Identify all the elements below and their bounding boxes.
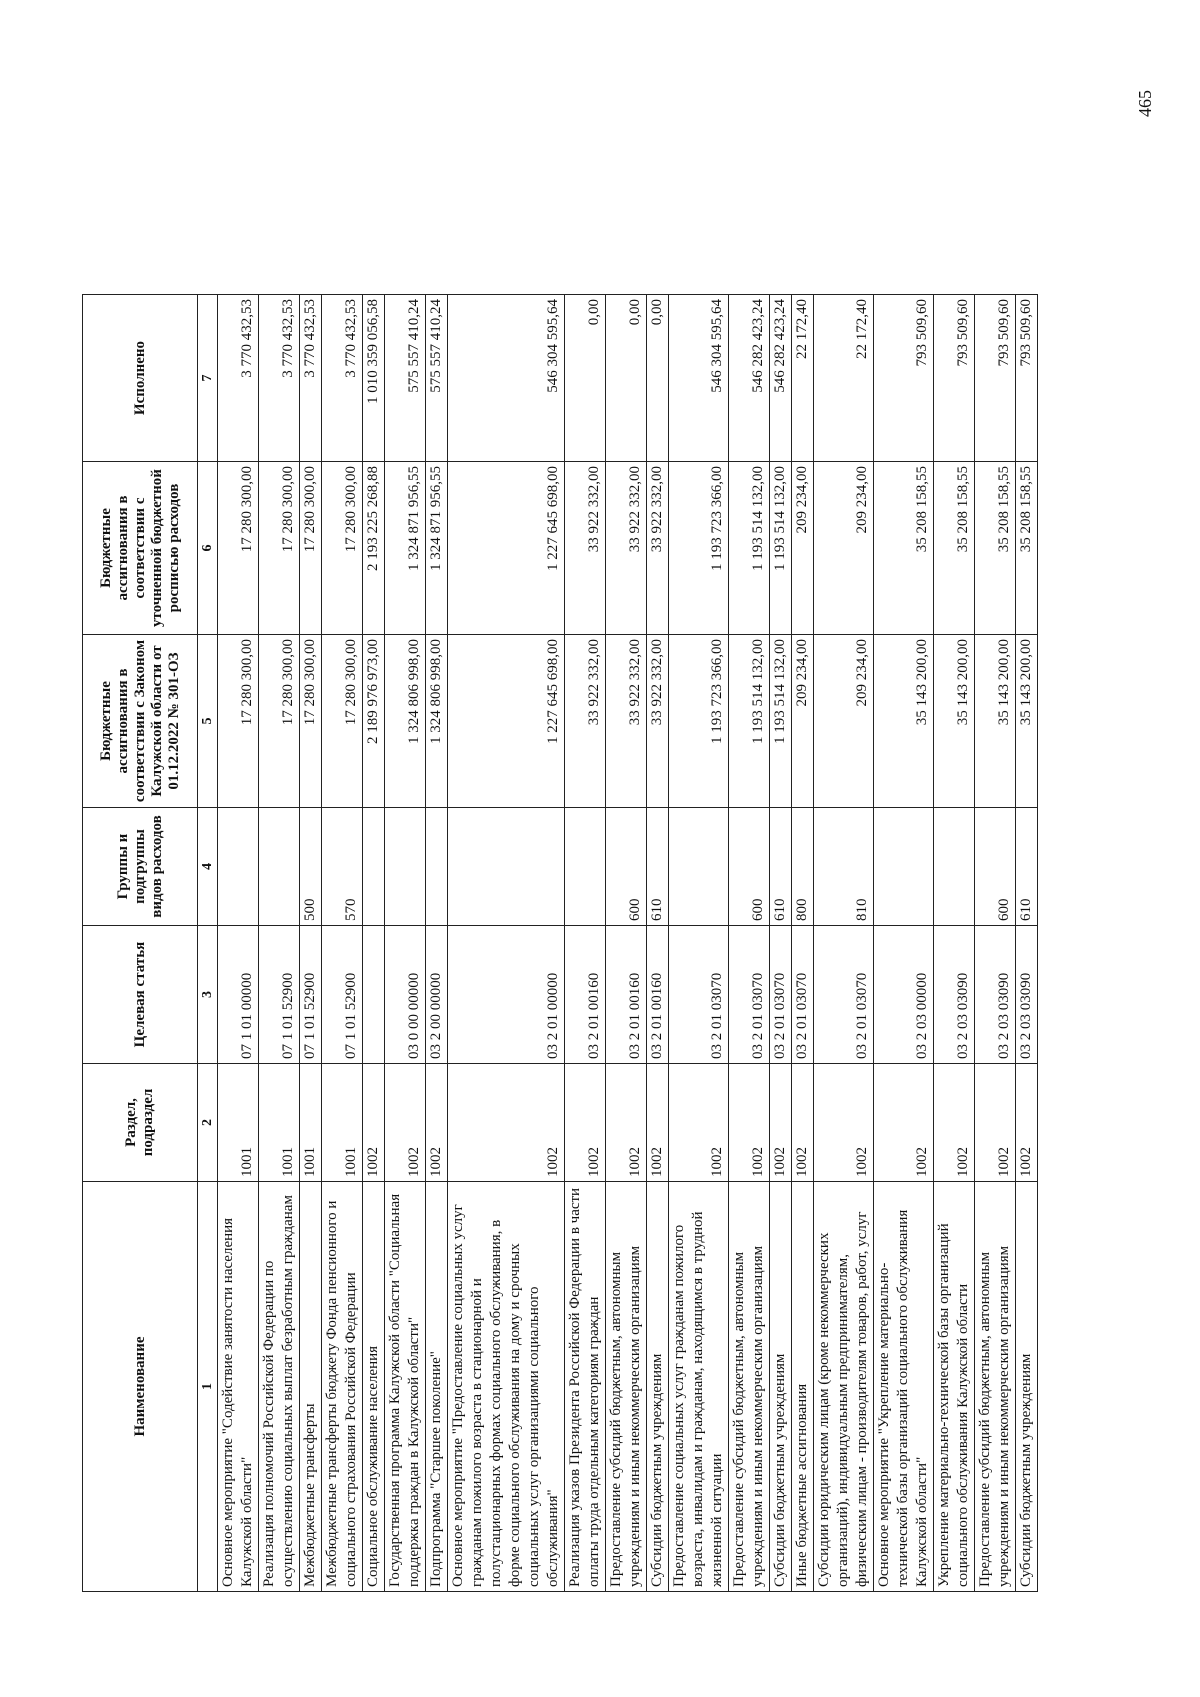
cell-section: 1002 xyxy=(729,1064,770,1182)
rotated-page xyxy=(0,90,1200,1697)
cell-refined-amount: 33 922 332,00 xyxy=(647,462,669,635)
cell-group xyxy=(669,808,729,926)
cell-name: Основное мероприятие "Укрепление материально-технической базы организаций социального обслуживания Калужской области" xyxy=(874,1182,934,1592)
cell-executed-amount: 546 282 423,24 xyxy=(729,295,770,462)
column-number: 5 xyxy=(198,635,218,808)
cell-section: 1002 xyxy=(385,1064,426,1182)
cell-executed-amount: 22 172,40 xyxy=(792,295,814,462)
cell-executed-amount: 575 557 410,24 xyxy=(426,295,448,462)
cell-article: 03 2 03 00000 xyxy=(874,926,934,1064)
table-row xyxy=(322,295,363,1592)
table-row xyxy=(975,295,1016,1592)
column-header-law: Бюджетные ассигнования в соответствии с Законом Калужской области от 01.12.2022 № 301-ОЗ xyxy=(83,635,198,808)
cell-section: 1002 xyxy=(426,1064,448,1182)
cell-section: 1001 xyxy=(322,1064,363,1182)
cell-name: Субсидии бюджетным учреждениям xyxy=(1016,1182,1038,1592)
cell-article: 03 2 01 00160 xyxy=(606,926,647,1064)
cell-law-amount: 1 324 806 998,00 xyxy=(426,635,448,808)
cell-law-amount: 209 234,00 xyxy=(792,635,814,808)
table-body xyxy=(218,295,1038,1592)
column-number: 6 xyxy=(198,462,218,635)
cell-law-amount: 1 193 723 366,00 xyxy=(669,635,729,808)
cell-group xyxy=(934,808,975,926)
cell-law-amount: 33 922 332,00 xyxy=(647,635,669,808)
table-row xyxy=(814,295,874,1592)
cell-name: Социальное обслуживание населения xyxy=(363,1182,385,1592)
cell-executed-amount: 3 770 432,53 xyxy=(300,295,322,462)
cell-name: Межбюджетные трансферты бюджету Фонда пенсионного и социального страхования Российской Федерации xyxy=(322,1182,363,1592)
cell-section: 1002 xyxy=(363,1064,385,1182)
table-row xyxy=(1016,295,1038,1592)
cell-name: Реализация указов Президента Российской Федерации в части оплаты труда отдельным категориям граждан xyxy=(565,1182,606,1592)
cell-refined-amount: 17 280 300,00 xyxy=(218,462,259,635)
cell-name: Основное мероприятие "Предоставление социальных услуг гражданам пожилого возраста в стационарной и полустационарных формах социального обслуживания, в форме социального обслуживания на дому и срочных социальных услуг организациями социального обслуживания" xyxy=(448,1182,565,1592)
cell-law-amount: 33 922 332,00 xyxy=(565,635,606,808)
cell-name: Субсидии юридическим лицам (кроме некоммерческих организаций), индивидуальным предпринимателям, физическим лицам - производителям товаров, работ, услуг xyxy=(814,1182,874,1592)
cell-section: 1001 xyxy=(259,1064,300,1182)
cell-group xyxy=(565,808,606,926)
cell-executed-amount: 0,00 xyxy=(647,295,669,462)
cell-refined-amount: 35 208 158,55 xyxy=(975,462,1016,635)
table-row xyxy=(300,295,322,1592)
cell-name: Межбюджетные трансферты xyxy=(300,1182,322,1592)
table-row xyxy=(448,295,565,1592)
column-header-name: Наименование xyxy=(83,1182,198,1592)
header-row xyxy=(83,295,198,1592)
cell-executed-amount: 546 282 423,24 xyxy=(770,295,792,462)
cell-group: 500 xyxy=(300,808,322,926)
cell-article xyxy=(363,926,385,1064)
column-header-section: Раздел, подраздел xyxy=(83,1064,198,1182)
cell-law-amount: 1 324 806 998,00 xyxy=(385,635,426,808)
cell-law-amount: 35 143 200,00 xyxy=(934,635,975,808)
column-number: 1 xyxy=(198,1182,218,1592)
cell-law-amount: 1 193 514 132,00 xyxy=(770,635,792,808)
cell-executed-amount: 0,00 xyxy=(606,295,647,462)
column-number: 3 xyxy=(198,926,218,1064)
column-header-refined: Бюджетные ассигнования в соответствии с уточненной бюджетной росписью расходов xyxy=(83,462,198,635)
cell-group: 600 xyxy=(975,808,1016,926)
cell-name: Иные бюджетные ассигнования xyxy=(792,1182,814,1592)
cell-name: Предоставление субсидий бюджетным, автономным учреждениям и иным некоммерческим организациям xyxy=(729,1182,770,1592)
cell-section: 1002 xyxy=(792,1064,814,1182)
cell-name: Государственная программа Калужской области "Социальная поддержка граждан в Калужской области" xyxy=(385,1182,426,1592)
cell-group: 610 xyxy=(647,808,669,926)
cell-executed-amount: 546 304 595,64 xyxy=(448,295,565,462)
table-row xyxy=(647,295,669,1592)
cell-group xyxy=(259,808,300,926)
cell-executed-amount: 575 557 410,24 xyxy=(385,295,426,462)
cell-group: 600 xyxy=(606,808,647,926)
cell-refined-amount: 209 234,00 xyxy=(792,462,814,635)
cell-executed-amount: 793 509,60 xyxy=(975,295,1016,462)
cell-group xyxy=(363,808,385,926)
cell-group: 600 xyxy=(729,808,770,926)
cell-executed-amount: 3 770 432,53 xyxy=(259,295,300,462)
cell-section: 1002 xyxy=(565,1064,606,1182)
table-row xyxy=(874,295,934,1592)
column-number-row xyxy=(198,295,218,1592)
cell-name: Подпрограмма "Старшее поколение" xyxy=(426,1182,448,1592)
column-header-executed: Исполнено xyxy=(83,295,198,462)
cell-executed-amount: 546 304 595,64 xyxy=(669,295,729,462)
cell-group: 610 xyxy=(770,808,792,926)
table-row xyxy=(363,295,385,1592)
cell-law-amount: 35 143 200,00 xyxy=(1016,635,1038,808)
cell-refined-amount: 33 922 332,00 xyxy=(606,462,647,635)
cell-executed-amount: 793 509,60 xyxy=(874,295,934,462)
cell-section: 1001 xyxy=(300,1064,322,1182)
cell-section: 1002 xyxy=(448,1064,565,1182)
cell-name: Основное мероприятие "Содействие занятости населения Калужской области" xyxy=(218,1182,259,1592)
cell-law-amount: 209 234,00 xyxy=(814,635,874,808)
cell-refined-amount: 1 227 645 698,00 xyxy=(448,462,565,635)
cell-name: Субсидии бюджетным учреждениям xyxy=(770,1182,792,1592)
cell-article: 03 2 01 00160 xyxy=(647,926,669,1064)
cell-group xyxy=(874,808,934,926)
cell-article: 03 2 03 03090 xyxy=(1016,926,1038,1064)
cell-article: 03 0 00 00000 xyxy=(385,926,426,1064)
cell-name: Реализация полномочий Российской Федерации по осуществлению социальных выплат безработным гражданам xyxy=(259,1182,300,1592)
cell-refined-amount: 2 193 225 268,88 xyxy=(363,462,385,635)
cell-refined-amount: 1 193 514 132,00 xyxy=(770,462,792,635)
cell-law-amount: 35 143 200,00 xyxy=(975,635,1016,808)
cell-law-amount: 17 280 300,00 xyxy=(300,635,322,808)
cell-article: 03 2 01 00160 xyxy=(565,926,606,1064)
cell-law-amount: 2 189 976 973,00 xyxy=(363,635,385,808)
cell-section: 1002 xyxy=(814,1064,874,1182)
cell-executed-amount: 793 509,60 xyxy=(934,295,975,462)
cell-article: 03 2 03 03090 xyxy=(975,926,1016,1064)
cell-section: 1002 xyxy=(770,1064,792,1182)
cell-refined-amount: 35 208 158,55 xyxy=(934,462,975,635)
cell-group: 810 xyxy=(814,808,874,926)
table-row xyxy=(934,295,975,1592)
cell-law-amount: 1 193 514 132,00 xyxy=(729,635,770,808)
page-number: 465 xyxy=(1135,90,1155,117)
cell-article: 03 2 01 03070 xyxy=(770,926,792,1064)
column-number: 7 xyxy=(198,295,218,462)
cell-section: 1002 xyxy=(874,1064,934,1182)
cell-section: 1001 xyxy=(218,1064,259,1182)
cell-refined-amount: 209 234,00 xyxy=(814,462,874,635)
cell-article: 07 1 01 00000 xyxy=(218,926,259,1064)
cell-section: 1002 xyxy=(975,1064,1016,1182)
cell-article: 07 1 01 52900 xyxy=(322,926,363,1064)
cell-name: Предоставление субсидий бюджетным, автономным учреждениям и иным некоммерческим организациям xyxy=(975,1182,1016,1592)
cell-group xyxy=(448,808,565,926)
table-row xyxy=(426,295,448,1592)
cell-law-amount: 17 280 300,00 xyxy=(218,635,259,808)
cell-law-amount: 33 922 332,00 xyxy=(606,635,647,808)
cell-article: 03 2 03 03090 xyxy=(934,926,975,1064)
table-row xyxy=(218,295,259,1592)
cell-article: 03 2 01 03070 xyxy=(729,926,770,1064)
cell-section: 1002 xyxy=(934,1064,975,1182)
cell-law-amount: 35 143 200,00 xyxy=(874,635,934,808)
cell-section: 1002 xyxy=(1016,1064,1038,1182)
cell-article: 03 2 00 00000 xyxy=(426,926,448,1064)
table-row xyxy=(669,295,729,1592)
cell-section: 1002 xyxy=(606,1064,647,1182)
cell-article: 03 2 01 03070 xyxy=(814,926,874,1064)
cell-article: 03 2 01 03070 xyxy=(669,926,729,1064)
cell-group xyxy=(385,808,426,926)
cell-executed-amount: 793 509,60 xyxy=(1016,295,1038,462)
cell-executed-amount: 1 010 359 056,58 xyxy=(363,295,385,462)
cell-article: 03 2 01 00000 xyxy=(448,926,565,1064)
table-row xyxy=(792,295,814,1592)
column-number: 2 xyxy=(198,1064,218,1182)
cell-executed-amount: 3 770 432,53 xyxy=(218,295,259,462)
table-row xyxy=(606,295,647,1592)
cell-article: 07 1 01 52900 xyxy=(259,926,300,1064)
cell-group: 800 xyxy=(792,808,814,926)
cell-executed-amount: 22 172,40 xyxy=(814,295,874,462)
column-number: 4 xyxy=(198,808,218,926)
cell-group: 610 xyxy=(1016,808,1038,926)
cell-refined-amount: 1 324 871 956,55 xyxy=(426,462,448,635)
cell-law-amount: 17 280 300,00 xyxy=(322,635,363,808)
cell-article: 07 1 01 52900 xyxy=(300,926,322,1064)
table-row xyxy=(385,295,426,1592)
cell-refined-amount: 1 193 723 366,00 xyxy=(669,462,729,635)
cell-section: 1002 xyxy=(647,1064,669,1182)
cell-group xyxy=(426,808,448,926)
table-row xyxy=(729,295,770,1592)
cell-refined-amount: 1 193 514 132,00 xyxy=(729,462,770,635)
table-row xyxy=(565,295,606,1592)
cell-article: 03 2 01 03070 xyxy=(792,926,814,1064)
cell-group xyxy=(218,808,259,926)
cell-refined-amount: 33 922 332,00 xyxy=(565,462,606,635)
table-row xyxy=(770,295,792,1592)
cell-group: 570 xyxy=(322,808,363,926)
cell-refined-amount: 35 208 158,55 xyxy=(1016,462,1038,635)
cell-refined-amount: 17 280 300,00 xyxy=(322,462,363,635)
table-row xyxy=(259,295,300,1592)
cell-section: 1002 xyxy=(669,1064,729,1182)
column-header-article: Целевая статья xyxy=(83,926,198,1064)
cell-refined-amount: 1 324 871 956,55 xyxy=(385,462,426,635)
column-header-group: Группы и подгруппы видов расходов xyxy=(83,808,198,926)
cell-law-amount: 1 227 645 698,00 xyxy=(448,635,565,808)
cell-executed-amount: 0,00 xyxy=(565,295,606,462)
cell-law-amount: 17 280 300,00 xyxy=(259,635,300,808)
cell-refined-amount: 35 208 158,55 xyxy=(874,462,934,635)
cell-name: Укрепление материально-технической базы организаций социального обслуживания Калужской области xyxy=(934,1182,975,1592)
budget-table xyxy=(82,294,1038,1592)
cell-name: Предоставление социальных услуг гражданам пожилого возраста, инвалидам и гражданам, находящимся в трудной жизненной ситуации xyxy=(669,1182,729,1592)
cell-executed-amount: 3 770 432,53 xyxy=(322,295,363,462)
cell-name: Субсидии бюджетным учреждениям xyxy=(647,1182,669,1592)
cell-refined-amount: 17 280 300,00 xyxy=(259,462,300,635)
cell-name: Предоставление субсидий бюджетным, автономным учреждениям и иным некоммерческим организациям xyxy=(606,1182,647,1592)
cell-refined-amount: 17 280 300,00 xyxy=(300,462,322,635)
